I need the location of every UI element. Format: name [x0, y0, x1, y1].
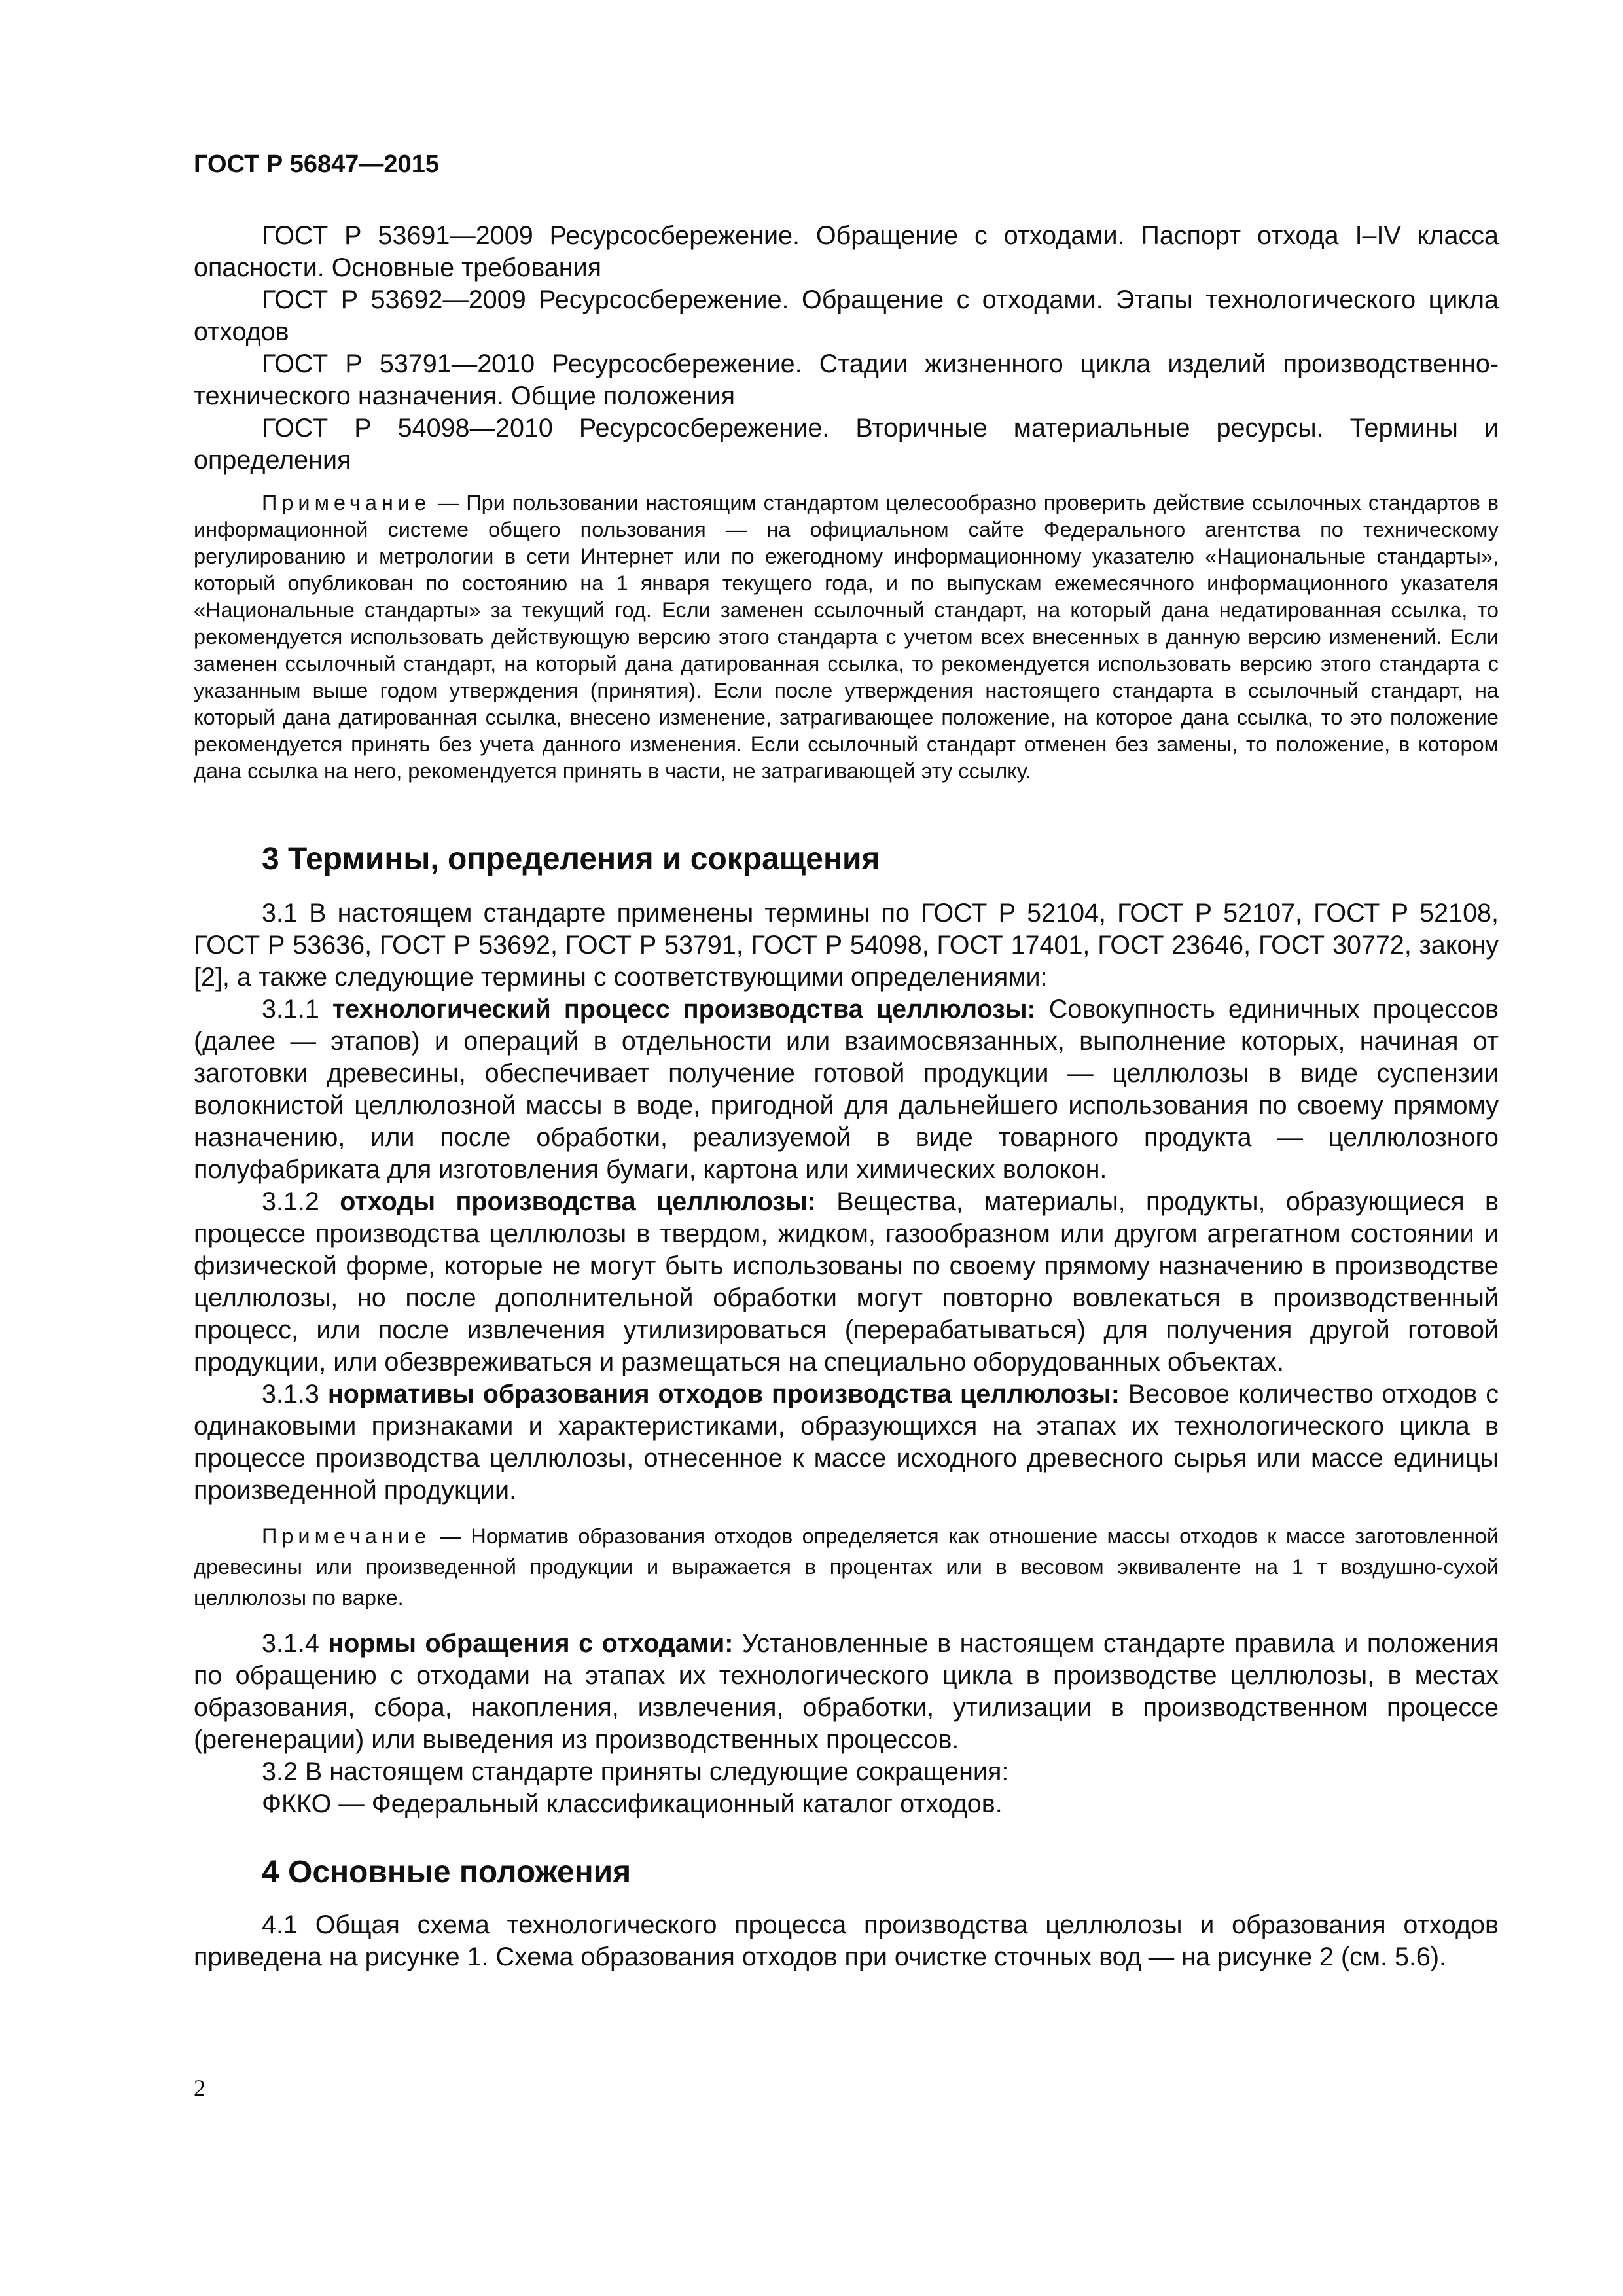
term-number: 3.1.4: [262, 1629, 329, 1658]
note-references: [194, 490, 1499, 785]
term-name: технологический процесс производства целлюлозы:: [332, 995, 1036, 1024]
term-definition: Вещества, материалы, продукты, образующиеся в процессе производства целлюлозы в твердом, жидком, газообразном или другом агрегатном состоянии и физической форме, которые не могут быть использованы по своему прямому назначению в производстве целлюлозы, но после дополнительной обработки могут повторно вовлекаться в производственный процесс, или после извлечения утилизироваться (перерабатываться) для получения другой готовой продукции, или обезвреживаться и размещаться на специально оборудованных объектах.: [194, 1187, 1499, 1376]
spacer: [194, 1820, 1499, 1853]
clause-3-2: 3.2 В настоящем стандарте приняты следующие сокращения:: [262, 1757, 1009, 1786]
ref-gost-53692: ГОСТ Р 53692—2009 Ресурсосбережение. Обращение с отходами. Этапы технологического цикла отходов: [194, 285, 1499, 346]
page-number: 2: [194, 2075, 205, 2101]
ref-gost-53791: ГОСТ Р 53791—2010 Ресурсосбережение. Стадии жизненного цикла изделий производственно-технического назначения. Общие положения: [194, 350, 1499, 410]
term-number: 3.1.2: [262, 1187, 340, 1216]
spacer: [194, 785, 1499, 840]
section-4-title: 4 Основные положения: [262, 1855, 632, 1890]
term-3-1-1: [194, 994, 1499, 1186]
note-label: Примечание: [262, 1524, 431, 1548]
note-norm: [194, 1521, 1499, 1613]
clause-3-1: 3.1 В настоящем стандарте применены термины по ГОСТ Р 52104, ГОСТ Р 52107, ГОСТ Р 52108, ГОСТ Р 53636, ГОСТ Р 53692, ГОСТ Р 53791, ГОСТ Р 54098, ГОСТ 17401, ГОСТ 23646, ГОСТ 30772, закону [2], а также следующие термины с соответствующими определениями:: [194, 899, 1499, 992]
term-definition: Установленные в настоящем стандарте правила и положения по обращению с отходами на этапах их технологического цикла в производстве целлюлозы, в местах образования, сбора, накопления, извлечения, обработки, утилизации в производственном процессе (регенерации) или выведения из производственных процессов.: [194, 1629, 1499, 1754]
section-3-title: 3 Термины, определения и сокращения: [262, 842, 880, 876]
term-number: 3.1.3: [262, 1380, 328, 1408]
term-definition: Весовое количество отходов с одинаковыми признаками и характеристиками, образующихся на этапах их технологического цикла в процессе производства целлюлозы, отнесенное к массе исходного древесного сырья или массе единицы произведенной продукции.: [194, 1380, 1499, 1505]
term-3-1-3: [194, 1378, 1499, 1507]
term-number: 3.1.1: [262, 995, 332, 1024]
term-name: отходы производства целлюлозы:: [340, 1187, 816, 1216]
term-name: нормативы образования отходов производства целлюлозы:: [327, 1380, 1120, 1408]
note-text: — При пользовании настоящим стандартом целесообразно проверить действие ссылочных стандартов в информационной системе общего пользования — на официальном сайте Федерального агентства по техническому регулированию и метрологии в сети Интернет или по ежегодному информационному указателю «Национальные стандарты», который опубликован по состоянию на 1 января текущего года, и по выпускам ежемесячного информационного указателя «Национальные стандарты» за текущий год. Если заменен ссылочный стандарт, на который дана недатированная ссылка, то рекомендуется использовать действующую версию этого стандарта с учетом всех внесенных в данную версию изменений. Если заменен ссылочный стандарт, на который дана датированная ссылка, то рекомендуется использовать версию этого стандарта с указанным выше годом утверждения (принятия). Если после утверждения настоящего стандарта в ссылочный стандарт, на который дана датированная ссылка, внесено изменение, затрагивающее положение, на которое дана ссылка, то это положение рекомендуется принять без учета данного изменения. Если ссылочный стандарт отменен без замены, то положение, в котором дана ссылка на него, рекомендуется принять в части, не затрагивающей эту ссылку.: [194, 491, 1499, 783]
clause-4-1: 4.1 Общая схема технологического процесса производства целлюлозы и образования отходов приведена на рисунке 1. Схема образования отходов при очистке сточных вод — на рисунке 2 (см. 5.6).: [194, 1910, 1499, 1971]
abbreviation-fkko: ФККО — Федеральный классификационный каталог отходов.: [262, 1789, 1003, 1818]
ref-gost-54098: ГОСТ Р 54098—2010 Ресурсосбережение. Вторичные материальные ресурсы. Термины и определения: [194, 414, 1499, 475]
term-name: нормы обращения с отходами:: [328, 1629, 734, 1658]
term-3-1-2: [194, 1186, 1499, 1378]
term-definition: Совокупность единичных процессов (далее — этапов) и операций в отдельности или взаимосвязанных, выполнение которых, начиная от заготовки древесины, обеспечивает получение готовой продукции — целлюлозы в виде суспензии волокнистой целлюлозной массы в воде, пригодной для дальнейшего использования по своему прямому назначению, или после обработки, реализуемой в виде товарного продукта — целлюлозного полуфабриката для изготовления бумаги, картона или химических волокон.: [194, 995, 1499, 1184]
running-header: ГОСТ Р 56847—2015: [194, 151, 439, 178]
term-3-1-4: [194, 1628, 1499, 1756]
ref-gost-53691: ГОСТ Р 53691—2009 Ресурсосбережение. Обращение с отходами. Паспорт отхода I–IV класса опасности. Основные требования: [194, 221, 1499, 282]
note-label: Примечание: [262, 491, 431, 514]
note-text: — Норматив образования отходов определяется как отношение массы отходов к массе заготовленной древесины или произведенной продукции и выражается в процентах или в весовом эквиваленте на 1 т воздушно-сухой целлюлозы по варке.: [194, 1524, 1499, 1609]
